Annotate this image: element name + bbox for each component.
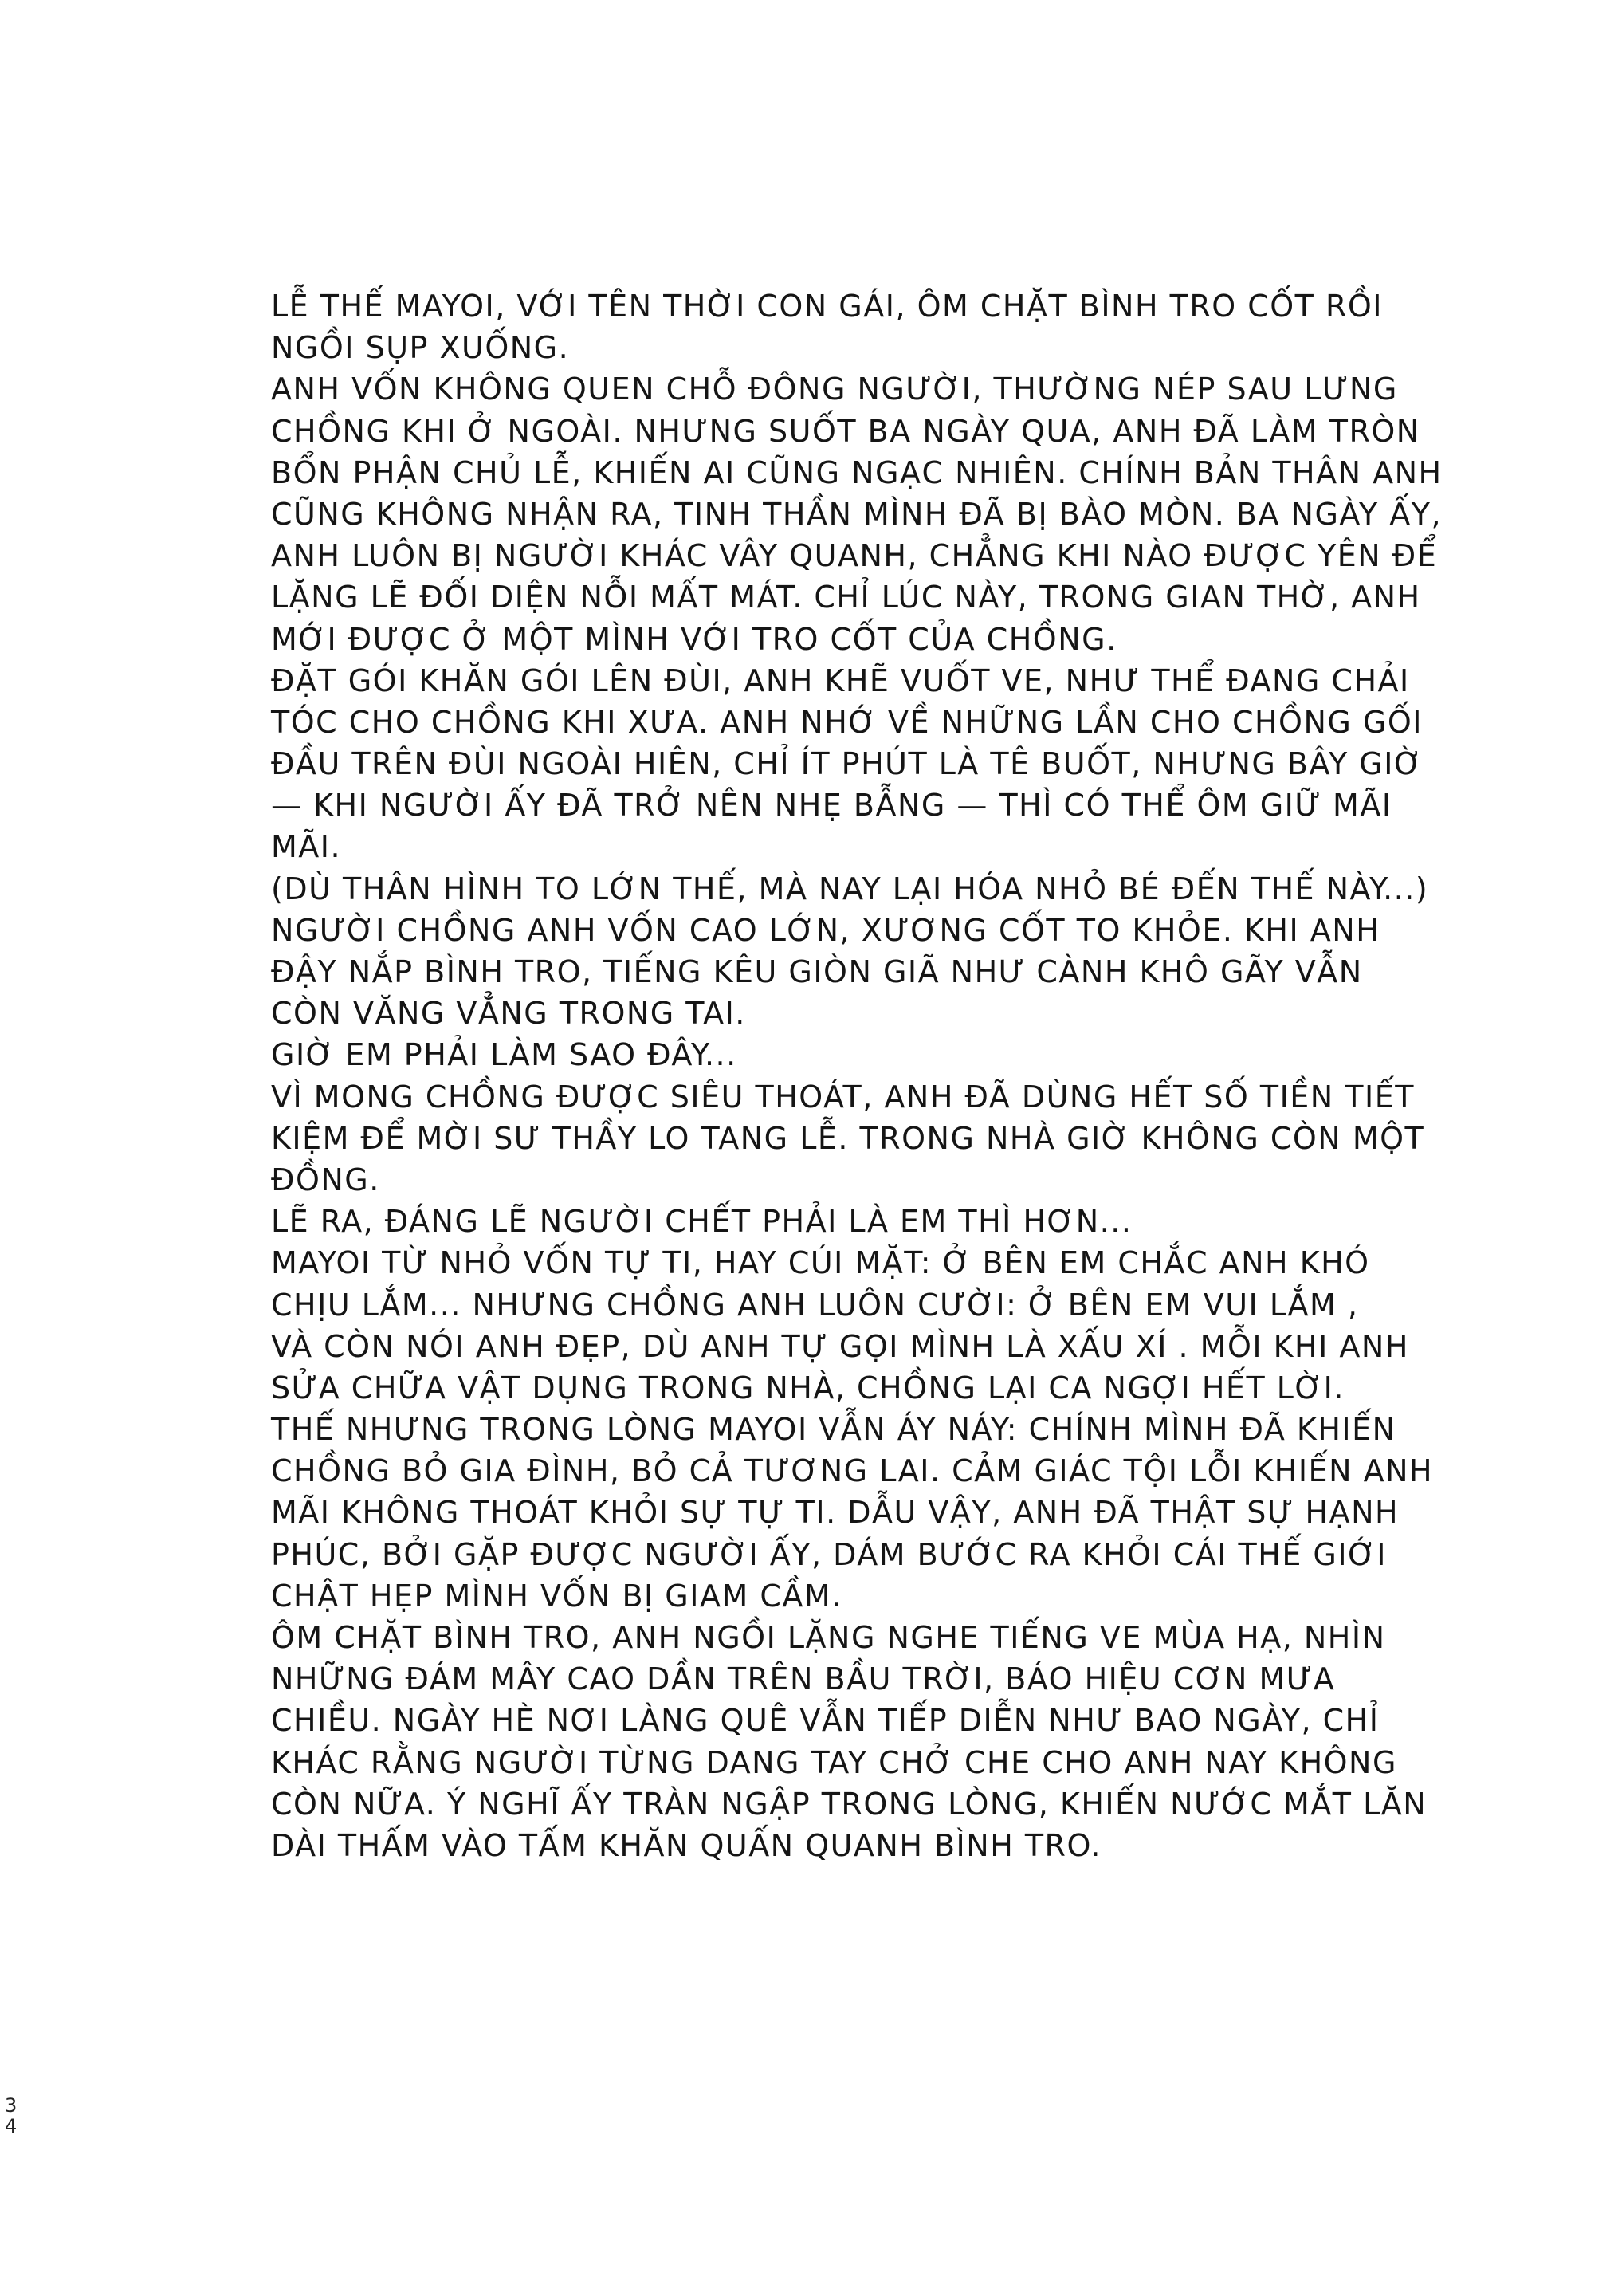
text-line: CŨNG KHÔNG NHẬN RA, TINH THẦN MÌNH ĐÃ BỊ BÀO MÒN. BA NGÀY ẤY, xyxy=(271,496,1443,532)
text-line: (DÙ THÂN HÌNH TO LỚN THẾ, MÀ NAY LẠI HÓA NHỎ BÉ ĐẾN THẾ NÀY...) xyxy=(271,871,1429,906)
text-line: ĐỒNG. xyxy=(271,1162,380,1197)
text-line: NHỮNG ĐÁM MÂY CAO DẦN TRÊN BẦU TRỜI, BÁO HIỆU CƠN MƯA xyxy=(271,1661,1336,1697)
text-line: MAYOI TỪ NHỎ VỐN TỰ TI, HAY CÚI MẶT: Ở BÊN EM CHẮC ANH KHÓ xyxy=(271,1245,1370,1281)
text-line: CÒN VĂNG VẲNG TRONG TAI. xyxy=(271,996,746,1032)
text-line: ĐẦU TRÊN ĐÙI NGOÀI HIÊN, CHỈ ÍT PHÚT LÀ TÊ BUỐT, NHƯNG BÂY GIỜ xyxy=(271,746,1424,782)
text-line: VÌ MONG CHỒNG ĐƯỢC SIÊU THOÁT, ANH ĐÃ DÙNG HẾT SỐ TIỀN TIẾT xyxy=(271,1079,1415,1115)
text-line: CHẬT HẸP MÌNH VỐN BỊ GIAM CẦM. xyxy=(271,1578,842,1614)
text-line: LẶNG LẼ ĐỐI DIỆN NỖI MẤT MÁT. CHỈ LÚC NÀY, TRONG GIAN THỜ, ANH xyxy=(271,580,1421,615)
text-line: KHÁC RẰNG NGƯỜI TỪNG DANG TAY CHỞ CHE CHO ANH NAY KHÔNG xyxy=(271,1744,1397,1780)
text-line: THẾ NHƯNG TRONG LÒNG MAYOI VẪN ÁY NÁY: CHÍNH MÌNH ĐÃ KHIẾN xyxy=(271,1412,1396,1448)
text-line: KIỆM ĐỂ MỜI SƯ THẦY LO TANG LỄ. TRONG NHÀ GIỜ KHÔNG CÒN MỘT xyxy=(271,1120,1425,1156)
text-line: TÓC CHO CHỒNG KHI XƯA. ANH NHỚ VỀ NHỮNG LẦN CHO CHỒNG GỐI xyxy=(271,704,1423,740)
text-line: CÒN NỮA. Ý NGHĨ ẤY TRÀN NGẬP TRONG LÒNG, KHIẾN NƯỚC MẮT LĂN xyxy=(271,1786,1428,1822)
text-line: LẼ RA, ĐÁNG LẼ NGƯỜI CHẾT PHẢI LÀ EM THÌ HƠN... xyxy=(271,1204,1133,1240)
text-line: NGƯỜI CHỒNG ANH VỐN CAO LỚN, XƯƠNG CỐT TO KHỎE. KHI ANH xyxy=(271,912,1380,948)
text-line: ĐẶT GÓI KHĂN GÓI LÊN ĐÙI, ANH KHẼ VUỐT VE, NHƯ THỂ ĐANG CHẢI xyxy=(271,662,1410,698)
text-line: VÀ CÒN NÓI ANH ĐẸP, DÙ ANH TỰ GỌI MÌNH LÀ XẤU XÍ . MỖI KHI ANH xyxy=(271,1328,1409,1364)
text-line: GIỜ EM PHẢI LÀM SAO ĐÂY... xyxy=(271,1037,737,1073)
text-line: CHỒNG KHI Ở NGOÀI. NHƯNG SUỐT BA NGÀY QUA, ANH ĐÃ LÀM TRÒN xyxy=(271,413,1420,449)
text-line: CHỊU LẮM... NHƯNG CHỒNG ANH LUÔN CƯỜI: Ở BÊN EM VUI LẮM , xyxy=(271,1287,1359,1323)
text-line: MÃI. xyxy=(271,829,342,865)
text-line: DÀI THẤM VÀO TẤM KHĂN QUẤN QUANH BÌNH TRO. xyxy=(271,1827,1102,1863)
page-number xyxy=(5,2095,26,2137)
text-line: PHÚC, BỞI GẶP ĐƯỢC NGƯỜI ẤY, DÁM BƯỚC RA KHỎI CÁI THẾ GIỚI xyxy=(271,1536,1387,1572)
text-line: MỚI ĐƯỢC Ở MỘT MÌNH VỚI TRO CỐT CỦA CHỒNG. xyxy=(271,621,1117,657)
text-line: ANH VỐN KHÔNG QUEN CHỖ ĐÔNG NGƯỜI, THƯỜNG NÉP SAU LƯNG xyxy=(271,372,1398,407)
text-line: CHỒNG BỎ GIA ĐÌNH, BỎ CẢ TƯƠNG LAI. CẢM GIÁC TỘI LỖI KHIẾN ANH xyxy=(271,1453,1434,1489)
text-line: BỔN PHẬN CHỦ LỄ, KHIẾN AI CŨNG NGẠC NHIÊN. CHÍNH BẢN THÂN ANH xyxy=(271,454,1443,490)
text-line: NGỒI SỤP XUỐNG. xyxy=(271,330,570,366)
text-line: ĐẬY NẮP BÌNH TRO, TIẾNG KÊU GIÒN GIÃ NHƯ CÀNH KHÔ GÃY VẪN xyxy=(271,954,1363,989)
text-line: SỬA CHỮA VẬT DỤNG TRONG NHÀ, CHỒNG LẠI CA NGỢI HẾT LỜI. xyxy=(271,1370,1345,1406)
body-text xyxy=(271,285,1443,1866)
page-number-digit: 3 xyxy=(5,2094,18,2117)
text-line: — KHI NGƯỜI ẤY ĐÃ TRỞ NÊN NHẸ BẪNG — THÌ CÓ THỂ ÔM GIỮ MÃI xyxy=(271,788,1392,824)
text-line: CHIỀU. NGÀY HÈ NƠI LÀNG QUÊ VẪN TIẾP DIỄN NHƯ BAO NGÀY, CHỈ xyxy=(271,1703,1380,1739)
text-line: MÃI KHÔNG THOÁT KHỎI SỰ TỰ TI. DẪU VẬY, ANH ĐÃ THẬT SỰ HẠNH xyxy=(271,1495,1400,1531)
text-line: ANH LUÔN BỊ NGƯỜI KHÁC VÂY QUANH, CHẲNG KHI NÀO ĐƯỢC YÊN ĐỂ xyxy=(271,538,1438,574)
text-line: LỄ THẾ MAYOI, VỚI TÊN THỜI CON GÁI, ÔM CHẶT BÌNH TRO CỐT RỒI xyxy=(271,289,1383,324)
text-line: ÔM CHẶT BÌNH TRO, ANH NGỒI LẶNG NGHE TIẾNG VE MÙA HẠ, NHÌN xyxy=(271,1620,1386,1655)
page-number-digit: 4 xyxy=(5,2115,18,2137)
